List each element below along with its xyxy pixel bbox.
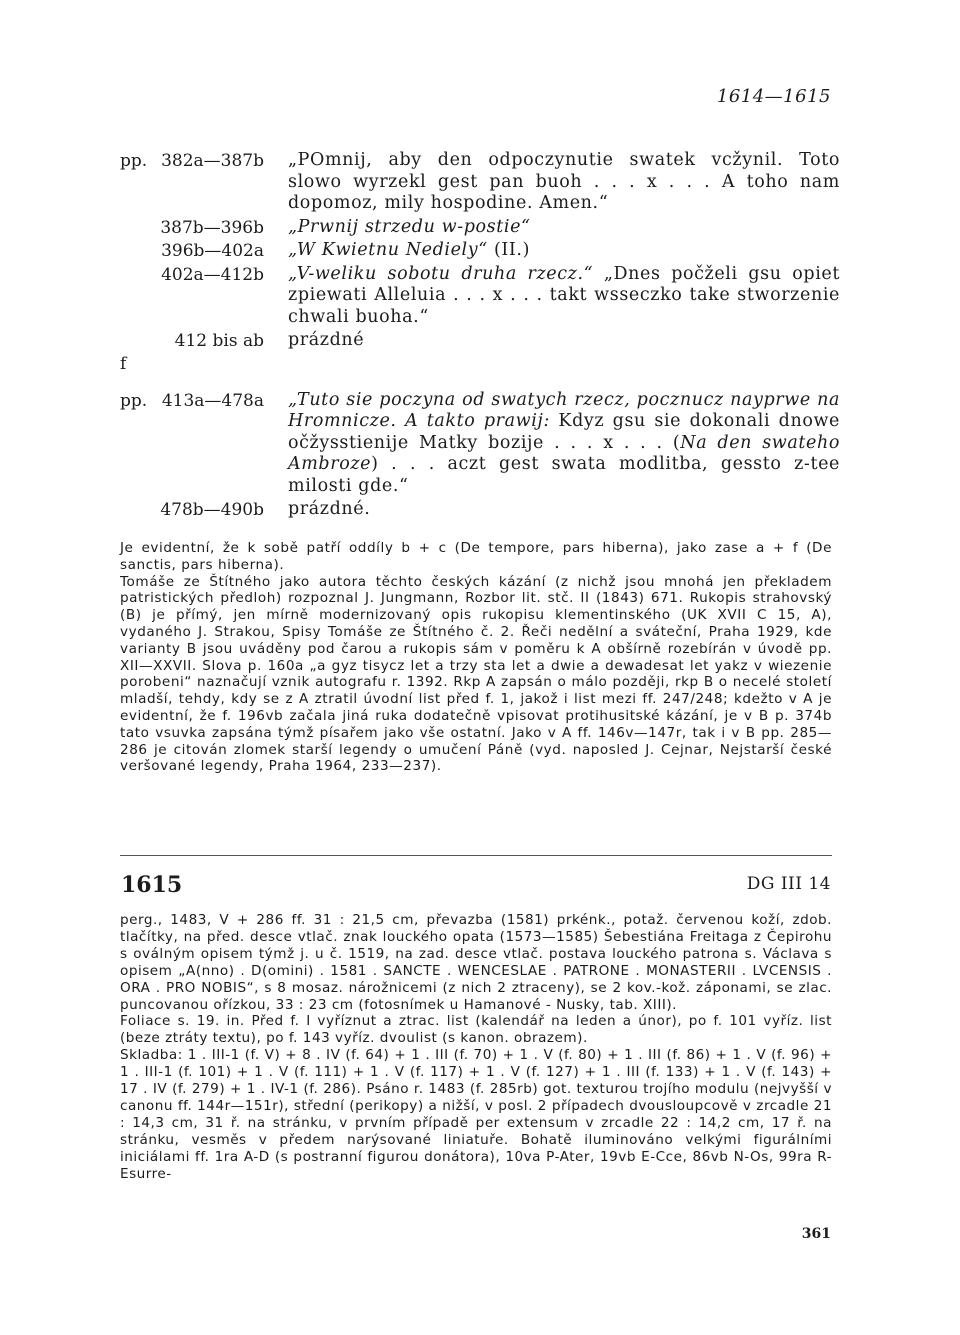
entry-text: [288, 240, 840, 262]
contents-entry: [120, 264, 840, 329]
contents-entry: [120, 330, 840, 352]
incipit-italic: Na den swateho Ambroze: [288, 432, 840, 474]
page-range: 412 bis ab: [174, 331, 264, 351]
contents-entry: [120, 217, 840, 239]
incipit-italic: „Prwnij strzedu w-postie“: [288, 216, 531, 237]
record-number: 1615: [121, 872, 183, 898]
section-divider: [120, 855, 832, 856]
entry-label: [120, 390, 288, 498]
contents-group-a: [120, 150, 840, 352]
entry-text-segment: ) . . . aczt gest swata modlitba, gessto z-tee milosti gde.“: [288, 454, 840, 496]
entry-label: [120, 150, 288, 215]
contents-entry: [120, 240, 840, 262]
page-range: 413a—478a: [161, 390, 264, 411]
entry-text: [288, 330, 840, 352]
contents-entry: [120, 150, 840, 215]
entry-text-segment: Kdyz gsu sie dokonali dnowe očžysstienije Matky bozije . . . x . . . (: [288, 411, 840, 453]
page-range: 387b—396b: [160, 217, 264, 238]
page-range: 382a—387b: [161, 151, 264, 171]
entry-text: [288, 150, 840, 215]
contents-entry: [120, 499, 840, 521]
note-paragraph: Je evidentní, že k sobě patří oddíly b + c (De tempore, pars hiberna), jako zase a + f (De sanctis, pars hiberna).: [120, 540, 832, 573]
description-paragraph: Skladba: 1 . III-1 (f. V) + 8 . IV (f. 64) + 1 . III (f. 70) + 1 . V (f. 80) + 1 . III (f. 86) + 1 . V (f. 96) + 1 . III-1 (f. 101) + 1 . V (f. 111) + 1 . V (f. 117) + 1 . V (f. 127) + 1 . III (f. 133) + 1 . V (f. 143) + 17 . IV (f. 279) + 1 . IV-1 (f. 286). Psáno r. 1483 (f. 285rb) got. texturou trojího modulu (nejvyšší v canonu ff. 144r—151r), střední (perikopy) a nižší, v posl. 2 případech dvousloupcově v zrcadle 21 : 14,3 cm, 31 ř. na stránku, v prvním případě per extensum v zrcadle 22 : 14,2 cm, 17 ř. na stránku, vesměs v předem narýsované liniatuře. Bohatě iluminováno velkými figurálními iniciálami ff. 1ra A-D (s postranní figurou donátora), 10va P-Ater, 19vb E-Cce, 86vb N-Os, 99ra R-Esurre-: [120, 1047, 832, 1182]
entry-text: [288, 390, 840, 498]
commentary-note: [120, 540, 832, 775]
entry-text: [288, 499, 840, 521]
entry-text-segment: „Dnes počželi gsu opiet zpiewati Alleluia . . . x . . . takt wsseczko take stworzenie chwali buoha.“: [288, 263, 840, 327]
page-range: 402a—412b: [161, 264, 264, 285]
contents-list: [120, 150, 840, 523]
entry-label: [120, 240, 288, 262]
entry-text-segment: „POmnij, aby den odpoczynutie swatek vcžynil. Toto slowo wyrzekl gest pan buoh . . . x . . . A toho nam dopomoz, mily hospodine. Amen.“: [288, 150, 840, 213]
entry-text: [288, 264, 840, 329]
entry-label: [120, 499, 288, 521]
entry-text-segment: prázdné: [288, 330, 365, 350]
running-head: 1614—1615: [716, 86, 831, 107]
contents-group-f: [120, 390, 840, 521]
incipit-italic: „W Kwietnu Nediely“: [288, 240, 488, 260]
shelf-signature: DG III 14: [746, 874, 831, 894]
record-description: [120, 912, 832, 1183]
page-number: 361: [801, 1226, 831, 1242]
entry-text-segment: prázdné.: [288, 499, 371, 519]
description-paragraph: Foliace s. 19. in. Před f. I vyříznut a ztrac. list (kalendář na leden a únor), po f. 101 vyříz. list (beze ztráty textu), po f. 143 vyříz. dvoulist (s kanon. obrazem).: [120, 1013, 832, 1047]
page-range: 478b—490b: [160, 500, 264, 520]
entry-text-segment: (II.): [487, 240, 531, 260]
description-paragraph: perg., 1483, V + 286 ff. 31 : 21,5 cm, převazba (1581) prkénk., potaž. červenou koží, zdob. tlačítky, na před. desce vtlač. znak louckého opata (1573—1585) Šebestiána Freitaga z Čepirohu s oválným opisem týmž j. u č. 1519, na zad. desce vtlač. postava louckého patrona s. Václava s opisem „A(nno) . D(omini) . 1581 . SANCTE . WENCESLAE . PATRONE . MONASTERII . LVCENSIS . ORA . PRO NOBIS“, s 8 mosaz. nárožnicemi (z nich 2 ztraceny), se 2 kov.-kož. záponami, se zlac. puncovanou ořízkou, 33 : 23 cm (fotosnímek u Hamanové - Nusky, tab. XIII).: [120, 912, 832, 1013]
entry-label: [120, 264, 288, 329]
page-range: 396b—402a: [161, 241, 264, 261]
entry-label: [120, 330, 288, 352]
entry-text: [288, 217, 840, 239]
page-prefix: pp.: [120, 390, 148, 411]
page-prefix: pp.: [120, 151, 148, 171]
contents-entry: [120, 390, 840, 498]
incipit-italic: „V-weliku sobotu druha rzecz.“: [288, 263, 594, 284]
section-marker-f: f: [120, 353, 127, 374]
incipit-italic: „Tuto sie poczyna od swatych rzecz, pocznucz nayprwe na Hromnicze. A takto prawij:: [288, 389, 840, 431]
entry-label: [120, 217, 288, 239]
note-paragraph: Tomáše ze Štítného jako autora těchto českých kázání (z nichž jsou mnohá jen překladem patristických předloh) rozpoznal J. Jungmann, Rozbor lit. stč. II (1843) 671. Rukopis strahovský (B) je přímý, jen mírně modernizovaný opis rukopisu klementinského (UK XVII C 15, A), vydaného J. Strakou, Spisy Tomáše ze Štítného č. 2. Řeči nedělní a sváteční, Praha 1929, kde varianty B jsou uváděny pod čarou a rukopis sám v poměru k A obšírně rozebírán v úvodě pp. XII—XXVII. Slova p. 160a „a gyz tisycz let a trzy sta let a dwie a dewadesat let yakz v wiezenie porobeni“ naznačují vznik autografu r. 1392. Rkp A zapsán o málo později, rkp B o necelé století mladší, tehdy, kdy se z A ztratil úvodní list před f. 1, jakož i list mezi ff. 247/248; kdežto v A je evidentní, že f. 196vb začala jiná ruka dodatečně vpisovat protihusitské kázání, je v B p. 374b tato vsuvka zapsána týmž písařem jako vše ostatní. Jako v A ff. 146v—147r, tak i v B pp. 285—286 je citován zlomek starší legendy o umučení Páně (vyd. naposled J. Cejnar, Nejstarší české veršované legendy, Praha 1964, 233—237).: [120, 573, 832, 775]
